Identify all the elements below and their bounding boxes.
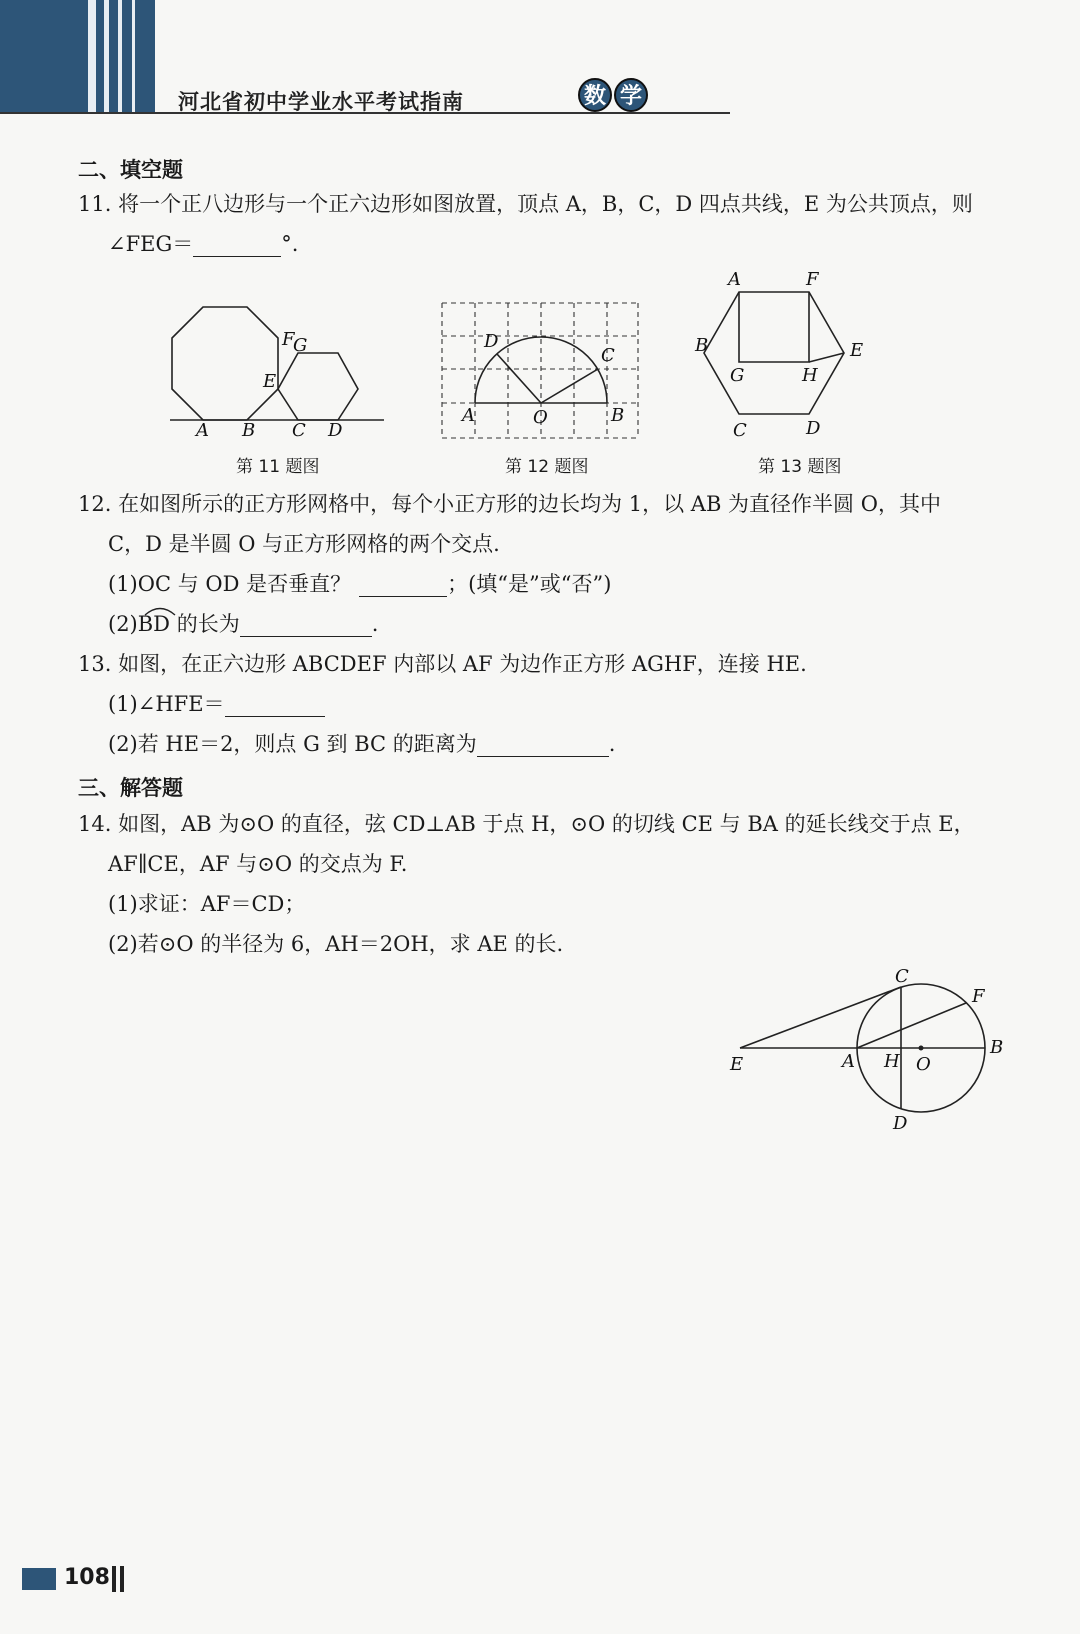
fig13-hexagon	[704, 292, 844, 414]
q14-text: 14. 如图，AB 为⊙O 的直径，弦 CD⊥AB 于点 H，⊙O 的切线 CE 与 BA 的延长线交于点 E，	[78, 812, 975, 836]
fig13-label: F	[806, 269, 819, 290]
q12-text: 12. 在如图所示的正方形网格中，每个小正方形的边长均为 1，以 AB 为直径作半圆 O，其中	[78, 492, 941, 516]
section-heading-answer: 三、解答题	[78, 776, 183, 800]
fig12-caption: 第 12 题图	[505, 457, 589, 477]
fig11-label: A	[196, 420, 209, 441]
header-stripe	[118, 0, 122, 112]
subject-badge-1: 数	[578, 78, 612, 112]
figure-12	[440, 300, 640, 445]
figure-14	[720, 966, 1020, 1134]
q13-text: 13. 如图，在正六边形 ABCDEF 内部以 AF 为边作正方形 AGHF，连接 HE.	[78, 652, 807, 676]
header-stripe	[104, 0, 109, 112]
fig14-label: E	[730, 1054, 744, 1075]
q14-line2: AF∥CE，AF 与⊙O 的交点为 F.	[108, 852, 408, 876]
fig12-label: C	[601, 345, 615, 366]
fig14-label: H	[884, 1051, 900, 1072]
book-title: 河北省初中学业水平考试指南	[178, 90, 464, 114]
page-number-bar	[22, 1568, 56, 1590]
q13-part1-question: (1)∠HFE＝	[108, 692, 225, 716]
q11-degree: °.	[281, 232, 299, 256]
fig14-label: D	[893, 1113, 908, 1134]
q13-part2-blank[interactable]	[477, 736, 609, 757]
fig14-label: C	[895, 966, 909, 987]
fig13-label: H	[802, 365, 818, 386]
fig14-label: F	[972, 986, 985, 1007]
fig11-label: C	[292, 420, 306, 441]
arc-mark-icon	[142, 604, 178, 616]
q12-part1-hint: ；(填“是”或“否”)	[447, 572, 612, 596]
fig12-label: O	[533, 407, 548, 428]
q12-part2-blank[interactable]	[240, 616, 372, 637]
fig13-label: A	[728, 269, 741, 290]
fig12-segment-oc	[541, 369, 598, 403]
q12-part1	[108, 572, 611, 597]
fig14-chord-af	[857, 1003, 966, 1048]
q12-part2-period: .	[371, 612, 379, 636]
fig12-segment-od	[497, 354, 541, 403]
fig11-label: D	[328, 420, 343, 441]
subject-badge-2: 学	[614, 78, 648, 112]
fig13-label: C	[733, 420, 747, 441]
q12-part1-blank[interactable]	[359, 576, 447, 597]
header-stripe	[88, 0, 96, 112]
fig12-label: B	[611, 405, 625, 426]
page-mark	[112, 1566, 116, 1592]
q11-answer-blank[interactable]	[193, 236, 281, 257]
figure-11	[170, 295, 390, 440]
page-number: 108	[64, 1565, 110, 1590]
fig11-label: F	[282, 329, 295, 350]
q11-text: 11. 将一个正八边形与一个正六边形如图放置，顶点 A，B，C，D 四点共线，E 为公共顶点，则	[78, 192, 973, 216]
section-heading-fill-blank: 二、填空题	[78, 158, 183, 182]
q11-line2	[108, 232, 298, 257]
fig13-square	[739, 292, 809, 362]
q13-part2-period: .	[608, 732, 616, 756]
q14-part2: (2)若⊙O 的半径为 6，AH＝2OH，求 AE 的长.	[108, 932, 564, 956]
fig11-caption: 第 11 题图	[236, 457, 320, 477]
fig12-label: A	[462, 405, 475, 426]
header-stripe	[132, 0, 135, 112]
fig13-label: D	[806, 418, 821, 439]
q12-line2: C，D 是半圆 O 与正方形网格的两个交点.	[108, 532, 500, 556]
q13-part2	[108, 732, 615, 757]
q14-part1: (1)求证：AF＝CD；	[108, 892, 306, 916]
fig13-label: E	[850, 340, 864, 361]
fig11-octagon	[172, 307, 278, 420]
fig14-label: O	[916, 1054, 931, 1075]
q11-angle-label: ∠FEG＝	[108, 232, 194, 256]
q12-part2-question: (2)BD 的长为	[108, 612, 240, 636]
fig14-label: B	[990, 1037, 1004, 1058]
fig13-caption: 第 13 题图	[758, 457, 842, 477]
fig11-hexagon	[278, 353, 358, 420]
page-mark	[120, 1566, 124, 1592]
fig14-center-dot	[919, 1046, 924, 1051]
fig13-label: B	[695, 335, 709, 356]
q13-part1	[108, 692, 325, 717]
fig11-label: E	[263, 371, 277, 392]
fig11-label: B	[242, 420, 256, 441]
fig14-label: A	[842, 1051, 855, 1072]
figure-13	[695, 269, 902, 445]
fig13-label: G	[730, 365, 745, 386]
q13-part1-blank[interactable]	[225, 696, 325, 717]
fig14-tangent-ce	[740, 987, 901, 1048]
fig12-label: D	[484, 331, 499, 352]
q13-part2-question: (2)若 HE＝2，则点 G 到 BC 的距离为	[108, 732, 477, 756]
q12-part1-question: (1)OC 与 OD 是否垂直？	[108, 572, 352, 596]
fig11-label: G	[293, 335, 308, 356]
